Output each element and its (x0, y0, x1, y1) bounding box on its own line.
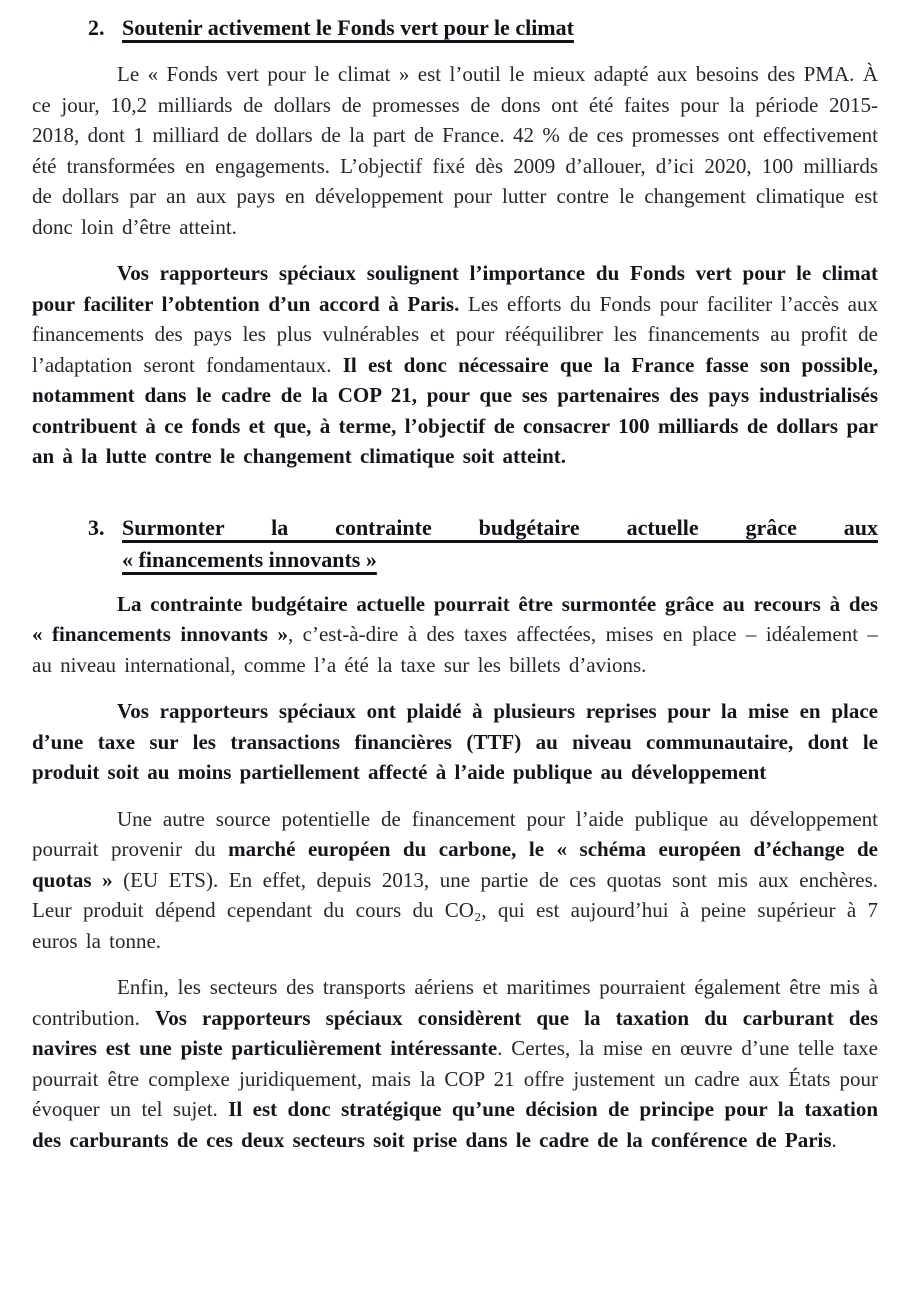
text-run: Enfin, les secteurs des transports aériens et maritimes pourraient également être mis à contribution. (32, 975, 878, 1030)
section-3-title (122, 512, 878, 575)
paragraph-2 (32, 258, 878, 472)
text-run-bold: Vos rapporteurs spéciaux ont plaidé à plusieurs reprises pour la mise en place d’une taxe sur les transactions financières (TTF) au niveau communautaire, dont le produit soit au moins partiellement affecté à l’aide publique au développement (32, 699, 878, 784)
text-run-bold: marché européen du carbone, le « schéma européen d’échange de quotas » (32, 837, 879, 892)
paragraph-4 (32, 696, 878, 788)
paragraph-1 (32, 59, 878, 242)
text-run: Le « Fonds vert pour le climat » est l’outil le mieux adapté aux besoins des PMA. À ce jour, 10,2 milliards de dollars de promesses de dons ont été faites pour la période 2015-2018, dont 1 milliard de dollars de la part de France. 42 % de ces promesses ont effectivement été transformées en engagements. L’objectif fixé dès 2009 d’allouer, d’ici 2020, 100 milliards de dollars par an aux pays en développement pour lutter contre le changement climatique est donc loin d’être atteint. (32, 62, 878, 239)
text-run: Les efforts du Fonds pour faciliter l’accès aux financements des pays les plus vulnérables et pour rééquilibrer les financements au profit de l’adaptation seront fondamentaux. (32, 291, 878, 377)
section-3-number: 3. (88, 514, 105, 540)
section-3-title-line-1: Surmonter la contrainte budgétaire actuelle grâce aux (122, 514, 878, 540)
text-run-bold: Vos rapporteurs spéciaux considèrent que la taxation du carburant des navires est une piste particulièrement intéressante (32, 1005, 878, 1060)
text-run: (EU ETS). En effet, depuis 2013, une partie de ces quotas sont mis aux enchères. Leur produit dépend cependant du cours du CO₂, qui est aujourd’hui à peine supérieur à 7 euros la tonne. (32, 867, 878, 953)
text-run-bold: Il est donc stratégique qu’une décision de principe pour la taxation des carburants de ces deux secteurs soit prise dans le cadre de la conférence de Paris (32, 1097, 878, 1152)
section-2-number: 2. (88, 15, 105, 40)
text-run: , c’est-à-dire à des taxes affectées, mises en place – idéalement – au niveau international, comme l’a été la taxe sur les billets d’avions. (32, 622, 878, 677)
paragraph-5 (32, 804, 878, 957)
text-run: . (831, 1127, 837, 1152)
text-run-bold: Il est donc nécessaire que la France fasse son possible, notamment dans le cadre de la COP 21, pour que ses partenaires des pays industrialisés contribuent à ce fonds et que, à terme, l’objectif de consacrer 100 milliards de dollars par an à la lutte contre le changement climatique soit atteint. (32, 352, 878, 468)
section-3-title-line-2: « financements innovants » (122, 546, 377, 572)
text-run-bold: Vos rapporteurs spéciaux soulignent l’importance du Fonds vert pour le climat pour faciliter l’obtention d’un accord à Paris. (32, 261, 878, 316)
section-2-heading (32, 12, 878, 43)
section-2-title: Soutenir activement le Fonds vert pour le climat (122, 15, 574, 40)
paragraph-6 (32, 972, 878, 1155)
text-run-bold: La contrainte budgétaire actuelle pourrait être surmontée grâce au recours à des « financements innovants » (32, 591, 878, 646)
text-run: . Certes, la mise en œuvre d’une telle taxe pourrait être complexe juridiquement, mais la COP 21 offre justement un cadre aux États pour évoquer un tel sujet. (32, 1036, 878, 1121)
text-run: Une autre source potentielle de financement pour l’aide publique au développement pourrait provenir du (32, 806, 878, 861)
section-3-heading (32, 512, 878, 575)
paragraph-3 (32, 589, 878, 681)
